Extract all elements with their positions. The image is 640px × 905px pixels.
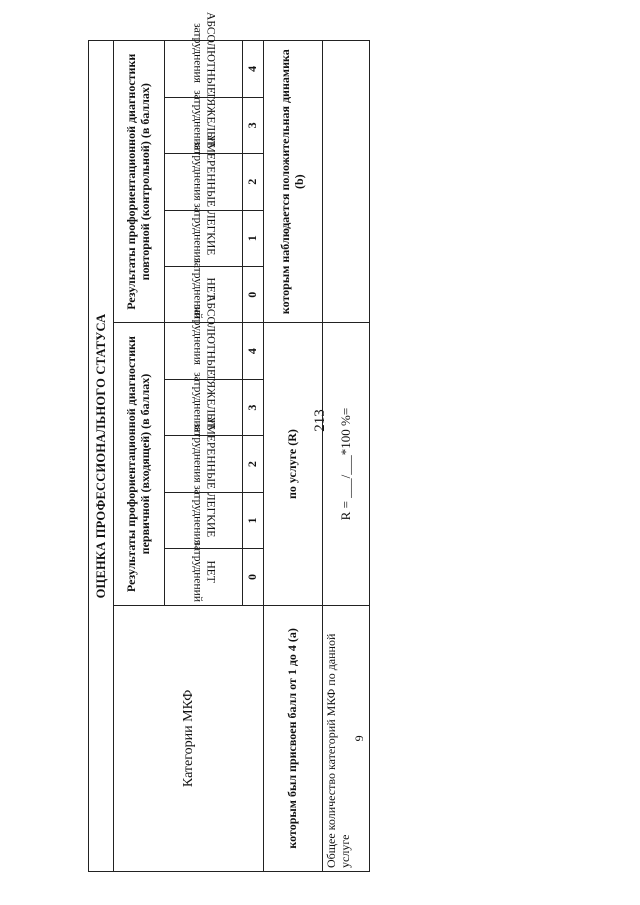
grade-cell: НЕТ затруднений (164, 266, 242, 322)
page-number: 213 (311, 409, 328, 432)
score-cell: 4 (242, 323, 263, 379)
table-title: ОЦЕНКА ПРОФЕССИОНАЛЬНОГО СТАТУСА (89, 41, 114, 872)
grade-cell: ЛЕГКИЕ затруднения (164, 492, 242, 548)
grade-cell: ЛЕГКИЕ затруднения (164, 210, 242, 266)
repeat-diagnostics-header: Результаты профориентационной диагностики повторной (контрольной) (в баллах) (114, 41, 165, 323)
total-categories-cell (323, 605, 370, 871)
score-cell: 3 (242, 97, 263, 153)
empty-cell (323, 41, 370, 323)
grade-cell: УМЕРЕННЫЕ затруднения (164, 154, 242, 210)
grade-cell: ТЯЖЕЛЫЕ затруднения (164, 97, 242, 153)
grade-cell: АБСОЛЮТНЫЕ затруднения (164, 41, 242, 98)
score-cell: 2 (242, 154, 263, 210)
score-cell: 0 (242, 549, 263, 605)
professional-status-table (88, 11, 370, 872)
formula: R = ___/___*100 %= (323, 323, 370, 605)
score-cell: 4 (242, 41, 263, 98)
grade-cell: ТЯЖЕЛЫЕ затруднения (164, 379, 242, 435)
category-header: Категории МКФ (114, 605, 264, 871)
grade-cell: АБСОЛЮТНЫЕ затруднения (164, 323, 242, 379)
score-cell: 3 (242, 379, 263, 435)
total-value: 9 (351, 735, 366, 742)
grade-cell: УМЕРЕННЫЕ затруднения (164, 436, 242, 492)
grade-cell: НЕТ затруднений (164, 549, 242, 605)
score-cell: 2 (242, 436, 263, 492)
row-a-label: которым был присвоен балл от 1 до 4 (a) (264, 605, 323, 871)
rotated-table-container (88, 11, 370, 872)
row-b-label: которым наблюдается положительная динамика (b) (264, 41, 323, 323)
primary-diagnostics-header: Результаты профориентационной диагностики первичной (входящей) (в баллах) (114, 323, 165, 605)
total-label: Общее количество категорий МКФ по данной услуге (324, 633, 353, 868)
score-cell: 1 (242, 210, 263, 266)
score-cell: 1 (242, 492, 263, 548)
score-cell: 0 (242, 266, 263, 322)
row-r-label: по услуге (R) (264, 323, 323, 605)
